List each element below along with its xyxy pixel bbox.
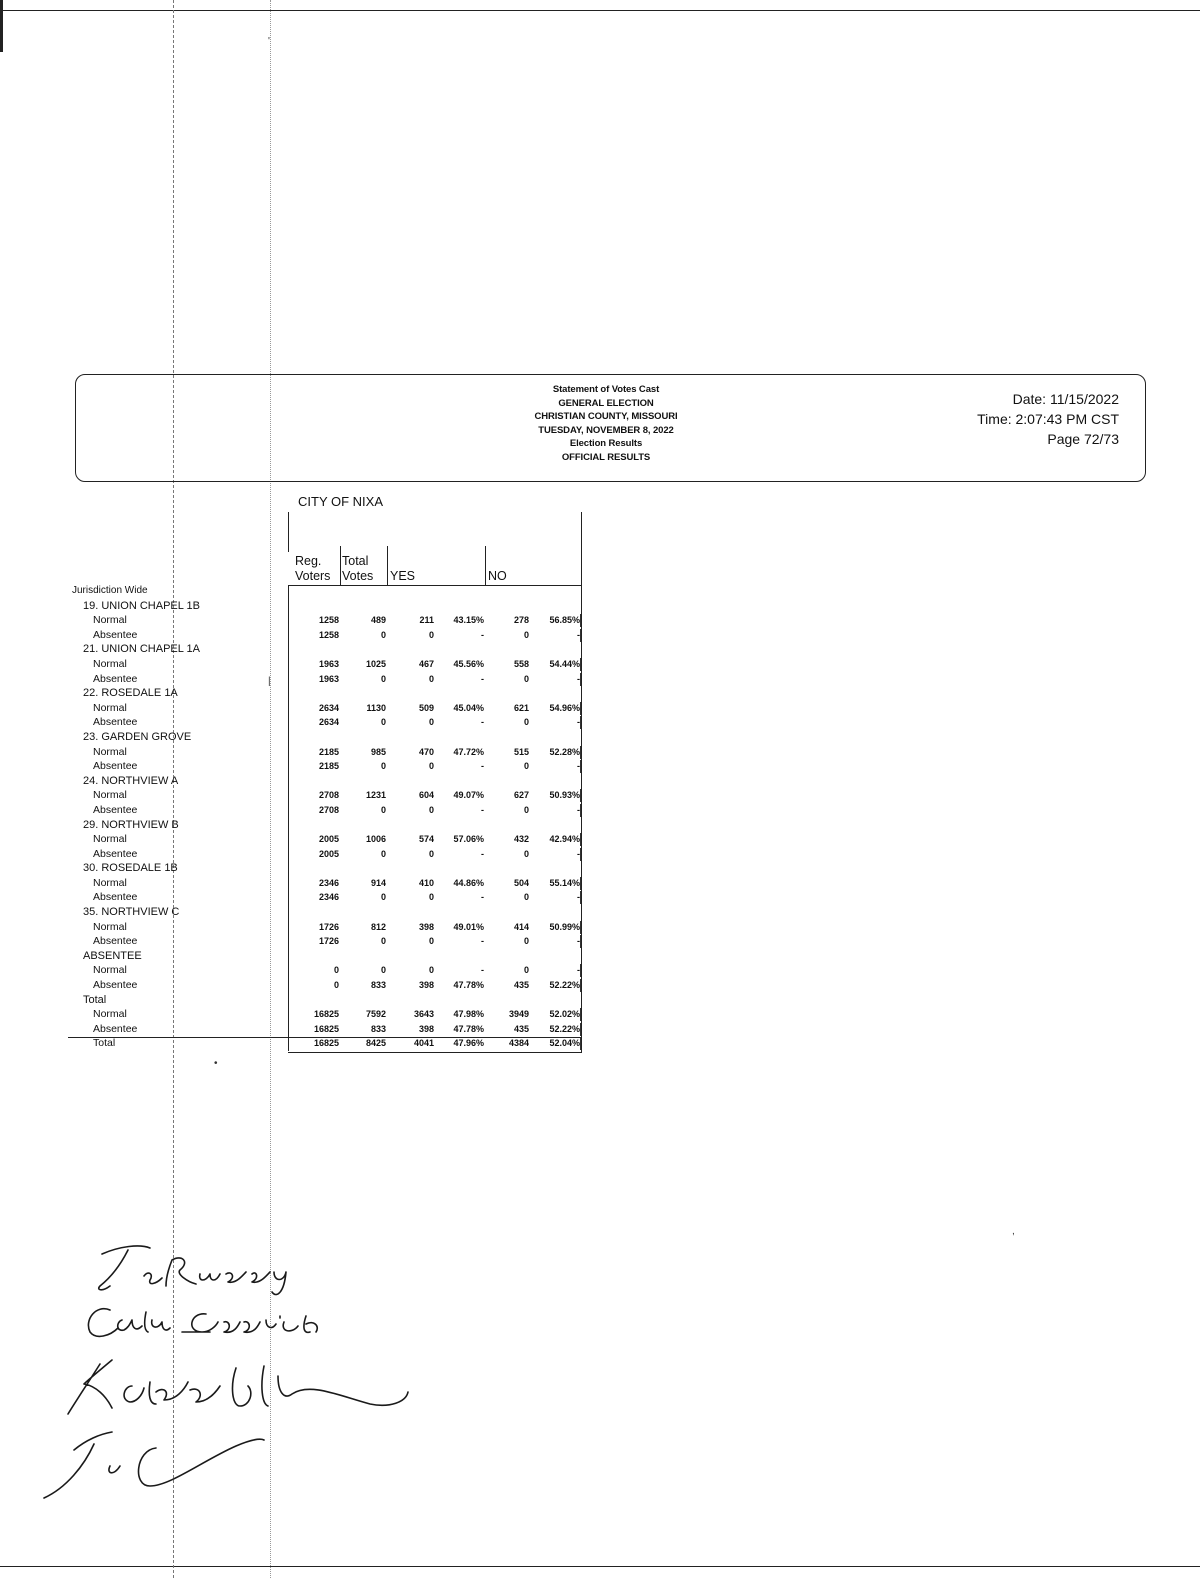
cell-no: 414 [513,921,529,932]
cell-yp: - [481,848,484,859]
election-date: TUESDAY, NOVEMBER 8, 2022 [538,424,674,436]
signature-1 [99,1246,286,1295]
table-rule [387,546,388,585]
table-row [0,628,600,643]
row-label: Absentee [93,935,138,948]
table-row [0,642,600,657]
cell-tot: 0 [380,673,386,684]
col-header-total-line1: Total [342,554,369,568]
row-label: 30. ROSEDALE 1B [83,862,178,875]
cell-np: - [577,717,580,728]
cell-no: 0 [523,848,529,859]
report-header [75,374,1146,482]
cell-tot: 985 [370,746,386,757]
row-label: Normal [93,657,127,670]
cell-yp: 47.78% [453,1023,484,1034]
row-label: Normal [93,614,127,627]
table-rule [580,760,581,773]
row-label: 29. NORTHVIEW B [83,818,179,831]
cell-no: 0 [523,629,529,640]
cell-yes: 604 [418,790,434,801]
row-label: Total [83,993,107,1006]
cell-yes: 0 [428,892,434,903]
table-rule [580,891,581,904]
row-label: 35. NORTHVIEW C [83,906,180,919]
row-label: Absentee [93,672,138,685]
table-rule [580,921,581,934]
cell-np: - [577,629,580,640]
cell-np: - [577,804,580,815]
cell-yes: 574 [418,834,434,845]
report-time: Time: 2:07:43 PM CST [977,411,1119,427]
cell-reg: 0 [333,980,339,991]
cell-reg: 16825 [313,1023,339,1034]
cell-reg: 2185 [318,761,339,772]
cell-tot: 0 [380,892,386,903]
total-rule [288,1052,582,1053]
col-header-yes: YES [390,569,416,583]
cell-no: 0 [523,761,529,772]
cell-reg: 2346 [318,877,339,888]
cell-np: 50.93% [549,790,580,801]
cell-np: - [577,936,580,947]
cell-np: 52.22% [549,980,580,991]
table-rule [485,546,486,585]
cell-yp: 45.56% [453,658,484,669]
report-status: OFFICIAL RESULTS [561,451,651,463]
table-row [0,599,600,614]
cell-no: 0 [523,892,529,903]
col-header-reg-line2: Voters [295,569,331,583]
cell-tot: 1231 [365,790,386,801]
cell-reg: 1258 [318,615,339,626]
report-title: Statement of Votes Cast [552,384,660,395]
cell-yp: - [481,629,484,640]
cell-yes: 0 [428,804,434,815]
table-row [0,978,600,993]
table-rule [580,789,581,802]
table-row [0,788,600,803]
table-row [0,759,600,774]
cell-tot: 0 [380,761,386,772]
row-label: ABSENTEE [83,949,142,962]
col-header-total-votes [342,554,373,584]
row-label: Absentee [93,803,138,816]
cell-yp: 44.86% [453,877,484,888]
cell-yes: 0 [428,965,434,976]
cell-no: 0 [523,965,529,976]
cell-no: 435 [513,980,529,991]
table-rule [580,614,581,627]
row-label: 19. UNION CHAPEL 1B [83,599,200,612]
cell-tot: 0 [380,848,386,859]
cell-yp: 49.07% [453,790,484,801]
table-rule [580,935,581,948]
row-label: Jurisdiction Wide [72,585,148,596]
cell-reg: 1258 [318,629,339,640]
cell-no: 504 [513,877,529,888]
signatures [40,1236,440,1506]
table-row [0,861,600,876]
row-label: Normal [93,833,127,846]
scan-speck: • [214,1058,218,1069]
scan-speck: , [1012,1226,1015,1237]
cell-reg: 2346 [318,892,339,903]
cell-reg: 2185 [318,746,339,757]
cell-no: 0 [523,804,529,815]
page-number: Page 72/73 [1047,431,1119,447]
table-row [0,876,600,891]
table-row [0,803,600,818]
cell-yp: 47.98% [453,1009,484,1020]
election-name: GENERAL ELECTION [558,397,654,409]
cell-yes: 398 [418,1023,434,1034]
cell-yp: 47.96% [453,1038,484,1049]
cell-np: - [577,892,580,903]
table-row [0,934,600,949]
cell-reg: 2634 [318,717,339,728]
row-label: Absentee [93,979,138,992]
table-rule [580,1008,581,1021]
cell-no: 0 [523,936,529,947]
col-header-total-line2: Votes [342,569,374,583]
cell-yp: - [481,804,484,815]
row-label: Absentee [93,1022,138,1035]
cell-reg: 16825 [313,1038,339,1049]
report-meta [977,389,1119,449]
table-rule [580,702,581,715]
cell-yp: 57.06% [453,834,484,845]
cell-reg: 2708 [318,790,339,801]
cell-yes: 0 [428,629,434,640]
cell-tot: 1025 [365,658,386,669]
cell-yes: 398 [418,921,434,932]
cell-yes: 0 [428,936,434,947]
table-row [0,1007,600,1022]
table-rule [580,877,581,890]
cell-yp: 43.15% [453,615,484,626]
cell-no: 515 [513,746,529,757]
cell-no: 0 [523,673,529,684]
row-label: 23. GARDEN GROVE [83,730,192,743]
table-row [0,730,600,745]
cell-reg: 1726 [318,921,339,932]
table-rule [580,979,581,992]
row-label: Normal [93,1008,127,1021]
table-row [0,890,600,905]
cell-yes: 3643 [413,1009,434,1020]
scan-edge-mark [0,0,3,52]
cell-no: 435 [513,1023,529,1034]
cell-yp: - [481,936,484,947]
cell-np: 55.14% [549,877,580,888]
table-rule [580,629,581,642]
cell-np: 50.99% [549,921,580,932]
cell-yp: - [481,761,484,772]
cell-reg: 1963 [318,658,339,669]
cell-tot: 914 [370,877,386,888]
cell-tot: 8425 [365,1038,386,1049]
cell-yp: - [481,673,484,684]
cell-yp: 47.72% [453,746,484,757]
cell-yes: 0 [428,717,434,728]
row-label: Absentee [93,891,138,904]
cell-tot: 1130 [366,702,386,713]
table-row [0,715,600,730]
results-table [0,584,600,1051]
table-row [0,774,600,789]
cell-np: - [577,848,580,859]
signature-4 [44,1432,264,1498]
table-row [0,686,600,701]
cell-tot: 0 [380,804,386,815]
cell-no: 627 [513,790,529,801]
cell-tot: 812 [370,921,386,932]
cell-np: - [577,761,580,772]
table-row [0,993,600,1008]
cell-np: 52.04% [549,1038,580,1049]
table-row [0,818,600,833]
cell-reg: 2708 [318,804,339,815]
row-label: Normal [93,876,127,889]
cell-tot: 0 [380,717,386,728]
cell-np: 56.85% [549,615,580,626]
row-label: Absentee [93,760,138,773]
row-label: Absentee [93,716,138,729]
scan-speck: | [268,676,271,687]
cell-yes: 410 [418,877,434,888]
table-row [0,701,600,716]
cell-yes: 4041 [413,1038,434,1049]
cell-yes: 0 [428,673,434,684]
table-row [0,920,600,935]
cell-reg: 1726 [318,936,339,947]
row-label: Absentee [93,628,138,641]
col-header-no: NO [488,569,507,583]
cell-reg: 2005 [318,848,339,859]
scan-speck: ' [268,36,270,47]
row-label: Normal [93,789,127,802]
table-row [0,963,600,978]
row-label: Total [93,1037,116,1050]
report-title-block [516,383,696,465]
row-label: Normal [93,745,127,758]
cell-tot: 7592 [365,1009,386,1020]
cell-no: 558 [513,658,529,669]
cell-reg: 16825 [313,1009,339,1020]
cell-no: 0 [523,717,529,728]
table-row [0,613,600,628]
table-rule [580,673,581,686]
cell-tot: 489 [370,615,386,626]
col-header-reg-voters [295,554,330,584]
cell-yes: 211 [419,615,434,626]
cell-reg: 1963 [318,673,339,684]
cell-reg: 2005 [318,834,339,845]
cell-np: 54.96% [549,702,580,713]
col-header-reg-line1: Reg. [295,554,322,568]
cell-np: 52.22% [549,1023,580,1034]
cell-reg: 0 [333,965,339,976]
cell-yes: 0 [428,848,434,859]
scan-bottom-edge [0,1566,1200,1567]
cell-no: 278 [513,615,529,626]
table-row [0,657,600,672]
table-row [0,584,600,599]
cell-tot: 833 [370,980,386,991]
cell-tot: 0 [380,965,386,976]
cell-yes: 398 [418,980,434,991]
signature-3 [68,1360,408,1414]
table-rule [580,658,581,671]
table-rule [580,1037,581,1050]
row-label: Normal [93,701,127,714]
total-rule [68,1037,582,1038]
report-type: Election Results [569,438,643,450]
cell-tot: 1006 [365,834,386,845]
cell-no: 432 [513,834,529,845]
table-rule [340,546,341,585]
table-row [0,905,600,920]
cell-yp: - [481,717,484,728]
cell-tot: 833 [370,1023,386,1034]
cell-no: 3949 [508,1009,529,1020]
table-rule [580,716,581,729]
cell-tot: 0 [380,936,386,947]
row-label: Absentee [93,847,138,860]
table-rule [580,833,581,846]
county-name: CHRISTIAN COUNTY, MISSOURI [534,411,678,423]
cell-yp: 45.04% [453,702,484,713]
row-label: Normal [93,920,127,933]
cell-yp: 47.78% [453,980,484,991]
cell-yp: - [481,965,484,976]
row-label: 22. ROSEDALE 1A [83,687,178,700]
cell-reg: 2634 [318,702,339,713]
table-rule [580,1023,581,1036]
table-row [0,1036,600,1051]
scan-top-edge [0,10,1200,11]
cell-np: - [577,673,580,684]
cell-np: - [577,965,580,976]
row-label: 21. UNION CHAPEL 1A [83,643,200,656]
cell-np: 42.94% [549,834,580,845]
table-rule [288,512,289,552]
cell-np: 52.28% [549,746,580,757]
table-row [0,847,600,862]
table-rule [580,804,581,817]
table-rule [580,746,581,759]
cell-yes: 467 [418,658,434,669]
cell-yes: 470 [418,746,434,757]
table-rule [580,964,581,977]
cell-np: 52.02% [549,1009,580,1020]
cell-yes: 0 [428,761,434,772]
cell-no: 4384 [508,1038,529,1049]
report-date: Date: 11/15/2022 [1012,391,1119,407]
table-row [0,949,600,964]
cell-no: 621 [513,702,529,713]
cell-yp: 49.01% [453,921,484,932]
table-row [0,1022,600,1037]
cell-yes: 509 [418,702,434,713]
row-label: 24. NORTHVIEW A [83,774,179,787]
table-row [0,745,600,760]
cell-np: 54.44% [549,658,580,669]
cell-tot: 0 [380,629,386,640]
row-label: Normal [93,964,127,977]
cell-yp: - [481,892,484,903]
table-rule [580,848,581,861]
table-row [0,832,600,847]
table-row [0,672,600,687]
contest-title: CITY OF NIXA [298,494,383,509]
signature-2 [88,1309,317,1337]
